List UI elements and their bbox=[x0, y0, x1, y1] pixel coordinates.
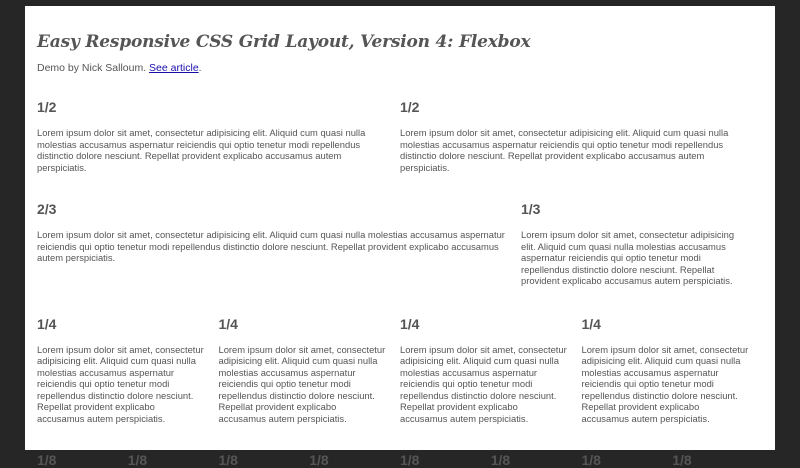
byline-suffix: . bbox=[198, 62, 202, 74]
byline bbox=[37, 62, 763, 74]
column-heading: 1/4 bbox=[400, 315, 420, 332]
grid-column bbox=[582, 452, 673, 468]
column-heading: 1/4 bbox=[218, 315, 238, 332]
column-text: Lorem ipsum dolor sit amet, consectetur adipisicing elit. Aliquid cum quasi nulla molestias accusamus aspernatur reiciendis qui optio tenetur modi repellendus distinctio dolore nesciunt. Repellat provident explicabo accusamus autem perspiciatis. bbox=[581, 343, 749, 424]
grid-row-halves bbox=[37, 99, 763, 173]
grid-column bbox=[400, 452, 491, 468]
grid-column bbox=[37, 99, 400, 173]
column-heading: 1/2 bbox=[400, 99, 420, 115]
column-heading: 1/3 bbox=[520, 201, 541, 217]
column-heading: 1/8 bbox=[490, 452, 511, 468]
see-article-link[interactable]: See article bbox=[149, 62, 199, 74]
grid-column bbox=[491, 452, 582, 468]
column-heading: 1/8 bbox=[672, 452, 692, 468]
column-heading: 1/8 bbox=[309, 452, 329, 468]
page-container bbox=[25, 6, 775, 468]
grid-column bbox=[37, 316, 219, 425]
grid-column bbox=[521, 201, 763, 287]
column-text: Lorem ipsum dolor sit amet, consectetur adipisicing elit. Aliquid cum quasi nulla molestias accusamus aspernatur reiciendis qui optio tenetur modi repellendus distinctio dolore nesciunt. Repellat provident explicabo accusamus autem perspiciatis. bbox=[37, 343, 204, 424]
column-heading: 1/2 bbox=[37, 99, 57, 115]
grid-column bbox=[582, 316, 764, 425]
content-wrapper bbox=[25, 32, 775, 468]
column-text: Lorem ipsum dolor sit amet, consectetur adipisicing elit. Aliquid cum quasi nulla molestias accusamus aspernatur reiciendis qui optio tenetur modi repellendus distinctio dolore nesciunt. Repellat provident explicabo accusamus autem perspiciatis. bbox=[400, 343, 567, 424]
column-text: Lorem ipsum dolor sit amet, consectetur adipisicing elit. Aliquid cum quasi nulla molestias accusamus aspernatur reiciendis qui optio tenetur modi repellendus distinctio dolore nesciunt. Repellat provident explicabo accusamus autem perspiciatis. bbox=[400, 127, 729, 173]
column-heading: 2/3 bbox=[37, 201, 57, 217]
byline-author: Demo by Nick Salloum. bbox=[37, 62, 150, 74]
grid-column bbox=[37, 201, 521, 287]
grid-row-thirds bbox=[37, 201, 763, 287]
column-text: Lorem ipsum dolor sit amet, consectetur adipisicing elit. Aliquid cum quasi nulla molestias accusamus aspernatur reiciendis qui optio tenetur modi repellendus distinctio dolore nesciunt. Repellat provident explicabo accusamus autem perspiciatis. bbox=[37, 229, 505, 263]
grid-column bbox=[309, 452, 400, 468]
column-heading: 1/8 bbox=[127, 452, 148, 468]
grid-row-quarters bbox=[37, 316, 763, 425]
grid-column bbox=[672, 452, 763, 468]
grid-column bbox=[400, 99, 763, 173]
column-text: Lorem ipsum dolor sit amet, consectetur adipisicing elit. Aliquid cum quasi nulla molestias accusamus aspernatur reiciendis qui optio tenetur modi repellendus distinctio dolore nesciunt. Repellat provident explicabo accusamus autem perspiciatis. bbox=[520, 229, 735, 286]
grid-column bbox=[219, 316, 401, 425]
column-heading: 1/4 bbox=[37, 315, 57, 332]
grid-column bbox=[219, 452, 310, 468]
page-title: Easy Responsive CSS Grid Layout, Version 4: Flexbox bbox=[37, 32, 531, 52]
column-heading: 1/8 bbox=[400, 452, 420, 468]
column-text: Lorem ipsum dolor sit amet, consectetur adipisicing elit. Aliquid cum quasi nulla molestias accusamus aspernatur reiciendis qui optio tenetur modi repellendus distinctio dolore nesciunt. Repellat provident explicabo accusamus autem perspiciatis. bbox=[218, 343, 386, 424]
column-heading: 1/8 bbox=[581, 452, 601, 468]
grid-column bbox=[400, 316, 582, 425]
column-heading: 1/4 bbox=[581, 315, 601, 332]
grid-column bbox=[128, 452, 219, 468]
column-heading: 1/8 bbox=[37, 452, 57, 468]
grid-row-eighths bbox=[37, 452, 763, 468]
column-heading: 1/8 bbox=[218, 452, 238, 468]
column-text: Lorem ipsum dolor sit amet, consectetur adipisicing elit. Aliquid cum quasi nulla molestias accusamus aspernatur reiciendis qui optio tenetur modi repellendus distinctio dolore nesciunt. Repellat provident explicabo accusamus autem perspiciatis. bbox=[37, 127, 366, 173]
grid-column bbox=[37, 452, 128, 468]
